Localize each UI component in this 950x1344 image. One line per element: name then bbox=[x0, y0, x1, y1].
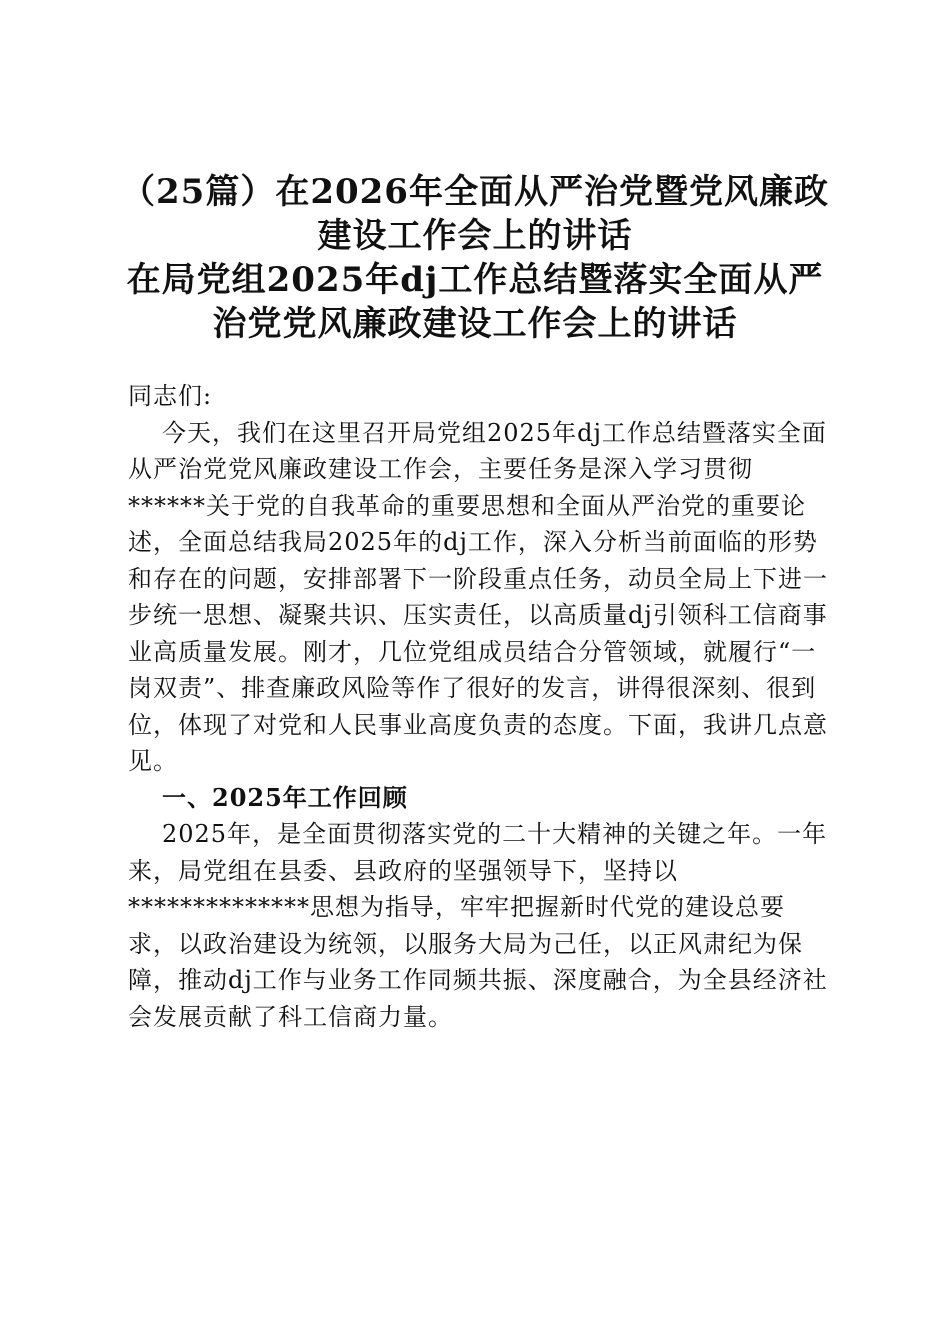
salutation: 同志们: bbox=[128, 382, 213, 410]
title-line-1: （25篇）在2026年全面从严治党暨党风廉政 bbox=[121, 172, 829, 212]
title-line-2: 建设工作会上的讲话 bbox=[317, 216, 633, 256]
document-body bbox=[128, 378, 828, 1035]
title-line-4: 治党党风廉政建设工作会上的讲话 bbox=[212, 304, 738, 344]
title-line-3: 在局党组2025年dj工作总结暨落实全面从严 bbox=[126, 260, 824, 300]
section-heading: 一、2025年工作回顾 bbox=[162, 782, 408, 812]
paragraph-intro: 今天，我们在这里召开局党组2025年dj工作总结暨落实全面从严治党党风廉政建设工作会，主要任务是深入学习贯彻******关于党的自我革命的重要思想和全面从严治党的重要论述，全面总结我局2025年的dj工作，深入分析当前面临的形势和存在的问题，安排部署下一阶段重点任务，动员全局上下进一步统一思想、凝聚共识、压实责任，以高质量dj引领科工信商事业高质量发展。刚才，几位党组成员结合分管领域，就履行“一岗双责”、排查廉政风险等作了很好的发言，讲得很深刻、很到位，体现了对党和人民事业高度负责的态度。下面，我讲几点意见。 bbox=[128, 418, 828, 775]
paragraph-review: 2025年，是全面贯彻落实党的二十大精神的关键之年。一年来，局党组在县委、县政府的坚强领导下，坚持以**************思想为指导，牢牢把握新时代党的建设总要求，以政治建设为统领，以服务大局为己任，以正风肃纪为保障，推动dj工作与业务工作同频共振、深度融合，为全县经济社会发展贡献了科工信商力量。 bbox=[128, 820, 828, 1031]
document-title bbox=[100, 170, 850, 346]
